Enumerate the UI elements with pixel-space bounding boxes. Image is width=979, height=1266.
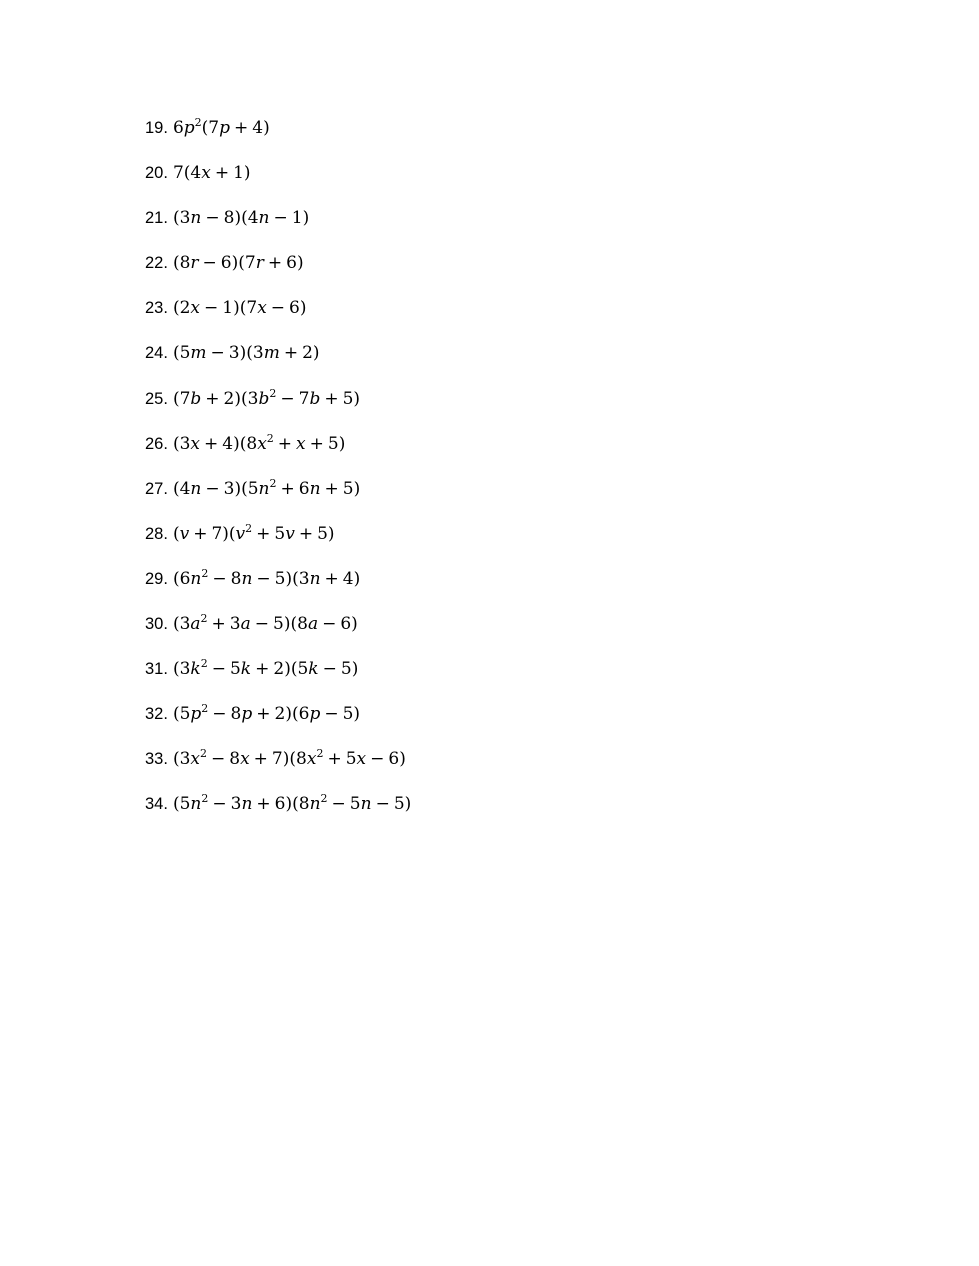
problem-item <box>145 567 411 612</box>
problem-item <box>145 657 411 702</box>
problem-item <box>145 477 411 522</box>
problem-number: 24. <box>145 344 168 363</box>
problem-item <box>145 702 411 747</box>
problem-number: 31. <box>145 660 168 679</box>
problem-item <box>145 432 411 477</box>
problem-expression: $6p^2(7p + 4)$ <box>172 116 270 138</box>
problem-item <box>145 296 411 341</box>
problem-number: 23. <box>145 299 168 318</box>
problem-number: 21. <box>145 209 168 228</box>
problem-item <box>145 612 411 657</box>
problem-expression: $(5n^2 - 3n + 6)(8n^2 - 5n - 5)$ <box>172 792 412 815</box>
problem-expression: (5m − 3)(3m + 2) <box>172 343 320 364</box>
problem-number: 33. <box>145 750 168 769</box>
problem-number: 30. <box>145 615 168 634</box>
problem-item <box>145 341 411 386</box>
problem-number: 20. <box>145 164 168 183</box>
problem-number: 32. <box>145 705 168 724</box>
problem-item <box>145 161 411 206</box>
problem-expression: $(v + 7)(v^2 + 5v + 5)$ <box>172 521 335 544</box>
problem-expression: $(4n - 3)(5n^2 + 6n + 5)$ <box>172 476 361 499</box>
problem-number: 22. <box>145 254 168 273</box>
problem-expression: $(6n^2 - 8n - 5)(3n + 4)$ <box>172 566 361 589</box>
problem-item <box>145 747 411 792</box>
problem-number: 19. <box>145 119 168 137</box>
problem-number: 29. <box>145 569 168 588</box>
problem-expression: $(7b + 2)(3b^2 - 7b + 5)$ <box>172 386 361 409</box>
problem-expression: $(3a^2 + 3a - 5)(8a - 6)$ <box>172 612 358 635</box>
problem-expression: (2x − 1)(7x − 6) <box>172 298 307 319</box>
problem-expression: (3n − 8)(4n − 1) <box>172 208 310 229</box>
problem-expression: 7(4x + 1) <box>172 163 251 184</box>
problem-expression: $(3x + 4)(8x^2 + x + 5)$ <box>172 431 346 454</box>
problem-number: 28. <box>145 524 168 543</box>
problem-list <box>145 116 411 838</box>
problem-number: 27. <box>145 479 168 498</box>
problem-number: 25. <box>145 389 168 408</box>
problem-number: 26. <box>145 434 168 453</box>
problem-expression: $(3k^2 - 5k + 2)(5k - 5)$ <box>172 657 359 680</box>
problem-expression: (8r − 6)(7r + 6) <box>172 253 304 274</box>
problem-item <box>145 792 411 837</box>
problem-item <box>145 522 411 567</box>
problem-expression: $(5p^2 - 8p + 2)(6p - 5)$ <box>172 702 361 725</box>
problem-expression: $(3x^2 - 8x + 7)(8x^2 + 5x - 6)$ <box>172 747 406 770</box>
problem-item <box>145 116 411 161</box>
problem-number: 34. <box>145 795 168 814</box>
problem-item <box>145 387 411 432</box>
problem-item <box>145 206 411 251</box>
problem-item <box>145 251 411 296</box>
